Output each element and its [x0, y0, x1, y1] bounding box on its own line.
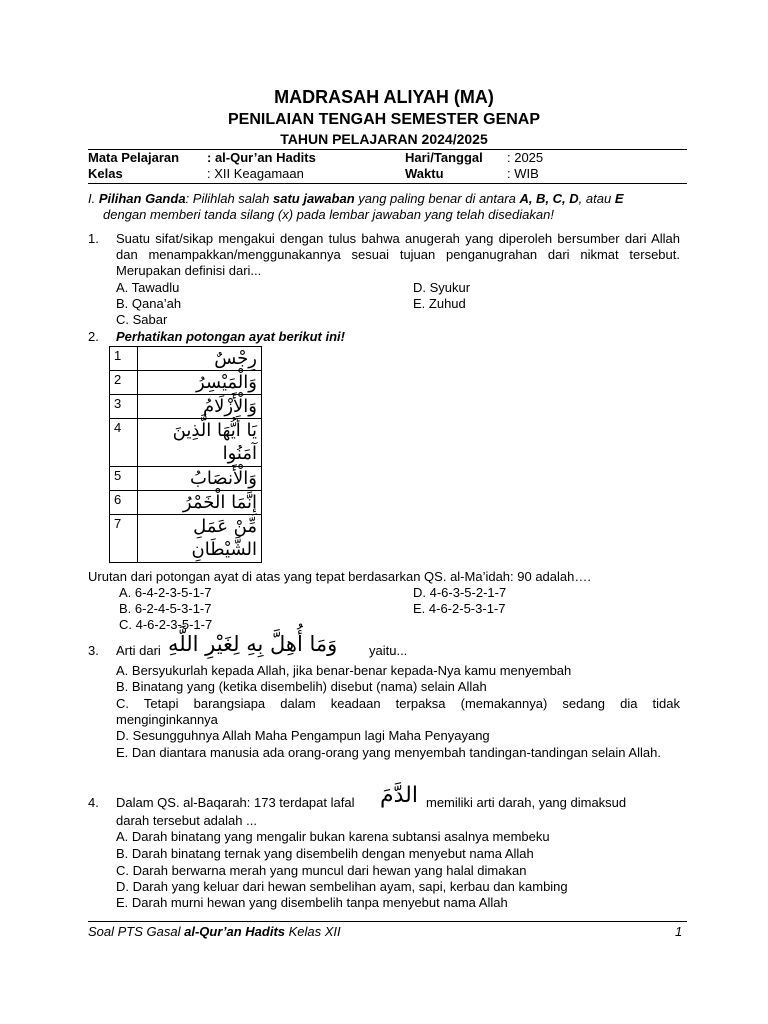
ayat-row: [110, 371, 262, 395]
ayat-row-text: مِّنْ عَمَلِ الشَّيْطَانِ: [138, 515, 262, 563]
q2-option-c: C. 4-6-2-3-5-1-7: [119, 617, 213, 632]
date-value: : 2025: [507, 150, 544, 165]
ayat-row-text: يَا أَيُّهَا الَّذِينَ آمَنُوا: [138, 419, 262, 467]
q3-arabic: وَمَا أُهِلَّ بِهِ لِغَيْرِ اللَّهِ: [168, 632, 338, 656]
q3-option-c: C. Tetapi barangsiapa dalam keadaan terpaksa (memakannya) sedang dia tidak menginginkannya: [116, 696, 680, 727]
q3-number: 3.: [88, 643, 99, 658]
q1-number: 1.: [88, 231, 99, 246]
ayat-row-number: 7: [110, 515, 138, 563]
q4-post: memiliki arti darah, yang dimaksud: [426, 795, 627, 810]
instructions-line-1: I. Pilihan Ganda: Pilihlah salah satu jawaban yang paling benar di antara A, B, C, D, atau E: [88, 191, 624, 206]
ayat-row-number: 6: [110, 491, 138, 515]
q1-option-a: A. Tawadlu: [116, 280, 180, 295]
ayat-row: [110, 419, 262, 467]
ayat-row-text: وَالْأَنصَابُ: [138, 467, 262, 491]
class-label: Kelas: [88, 166, 123, 181]
ayat-row-number: 1: [110, 347, 138, 371]
ayat-table: [109, 346, 262, 563]
page-number: 1: [675, 924, 683, 939]
q4-option-c: C. Darah berwarna merah yang muncul dari hewan yang halal dimakan: [116, 863, 527, 878]
q3-option-b: B. Binatang yang (ketika disembelih) disebut (nama) selain Allah: [116, 679, 487, 694]
q3-pre: Arti dari: [116, 643, 161, 658]
q4-option-b: B. Darah binatang ternak yang disembelih dengan menyebut nama Allah: [116, 846, 534, 861]
subject-label: Mata Pelajaran: [88, 150, 180, 165]
q2-option-e: E. 4-6-2-5-3-1-7: [413, 601, 506, 616]
ayat-row-text: وَالْأَزْلَامُ: [138, 395, 262, 419]
ayat-row: [110, 491, 262, 515]
q4-line-2: darah tersebut adalah ...: [116, 813, 257, 828]
q2-option-a: A. 6-4-2-3-5-1-7: [119, 585, 212, 600]
ayat-row-number: 2: [110, 371, 138, 395]
q4-option-a: A. Darah binatang yang mengalir bukan karena subtansi asalnya membeku: [116, 829, 550, 844]
q2-number: 2.: [88, 329, 99, 344]
q2-question: Urutan dari potongan ayat di atas yang tepat berdasarkan QS. al-Ma’idah: 90 adalah….: [88, 569, 591, 584]
ayat-row: [110, 395, 262, 419]
header-rule-bottom: [88, 183, 687, 184]
q2-prompt: Perhatikan potongan ayat berikut ini!: [116, 329, 345, 344]
q2-option-b: B. 6-2-4-5-3-1-7: [119, 601, 212, 616]
q1-option-b: B. Qana’ah: [116, 296, 182, 311]
q1-text: Suatu sifat/sikap mengakui dengan tulus bahwa anugerah yang diperoleh bersumber dari Allah dan menampakkan/menggunakannya sesuai tujuan penganugrahan dari nikmat tersebut. Merupakan definisi dari...: [116, 231, 680, 278]
q3-option-d: D. Sesungguhnya Allah Maha Pengampun lagi Maha Penyayang: [116, 728, 490, 743]
ayat-row-number: 4: [110, 419, 138, 467]
ayat-row-text: وَالْمَيْسِرُ: [138, 371, 262, 395]
footer-rule: [88, 921, 687, 922]
school-title: MADRASAH ALIYAH (MA): [274, 87, 494, 107]
ayat-row: [110, 347, 262, 371]
ayat-row-text: إِنَّمَا الْخَمْرُ: [138, 491, 262, 515]
ayat-row: [110, 515, 262, 563]
q3-option-a: A. Bersyukurlah kepada Allah, jika benar-benar kepada-Nya kamu menyembah: [116, 663, 572, 678]
q1-option-d: D. Syukur: [413, 280, 471, 295]
subject-value: : al-Qur’an Hadits: [207, 150, 316, 165]
instructions-line-2: dengan memberi tanda silang (x) pada lembar jawaban yang telah disediakan!: [103, 207, 554, 222]
ayat-row-number: 3: [110, 395, 138, 419]
ayat-row: [110, 467, 262, 491]
q3-option-e: E. Dan diantara manusia ada orang-orang yang menyembah tandingan-tandingan selain Allah.: [116, 745, 661, 760]
q4-arabic: الدَّمَ: [380, 783, 418, 808]
class-value: : XII Keagamaan: [207, 166, 304, 181]
q4-pre: Dalam QS. al-Baqarah: 173 terdapat lafal: [116, 795, 355, 810]
footer-text: Soal PTS Gasal al-Qur’an Hadits Kelas XII: [88, 924, 341, 939]
exam-title: PENILAIAN TENGAH SEMESTER GENAP: [227, 111, 541, 128]
q4-option-d: D. Darah yang keluar dari hewan sembelihan ayam, sapi, kerbau dan kambing: [116, 879, 568, 894]
q2-option-d: D. 4-6-3-5-2-1-7: [413, 585, 507, 600]
q1-option-c: C. Sabar: [116, 312, 168, 327]
q1-option-e: E. Zuhud: [413, 296, 466, 311]
time-value: : WIB: [507, 166, 539, 181]
time-label: Waktu: [405, 166, 444, 181]
date-label: Hari/Tanggal: [405, 150, 483, 165]
ayat-row-number: 5: [110, 467, 138, 491]
q4-option-e: E. Darah murni hewan yang disembelih tanpa menyebut nama Allah: [116, 895, 508, 910]
ayat-row-text: رِجْسٌ: [138, 347, 262, 371]
q3-post: yaitu...: [369, 643, 408, 658]
school-year: TAHUN PELAJARAN 2024/2025: [280, 131, 488, 147]
q4-number: 4.: [88, 795, 99, 810]
